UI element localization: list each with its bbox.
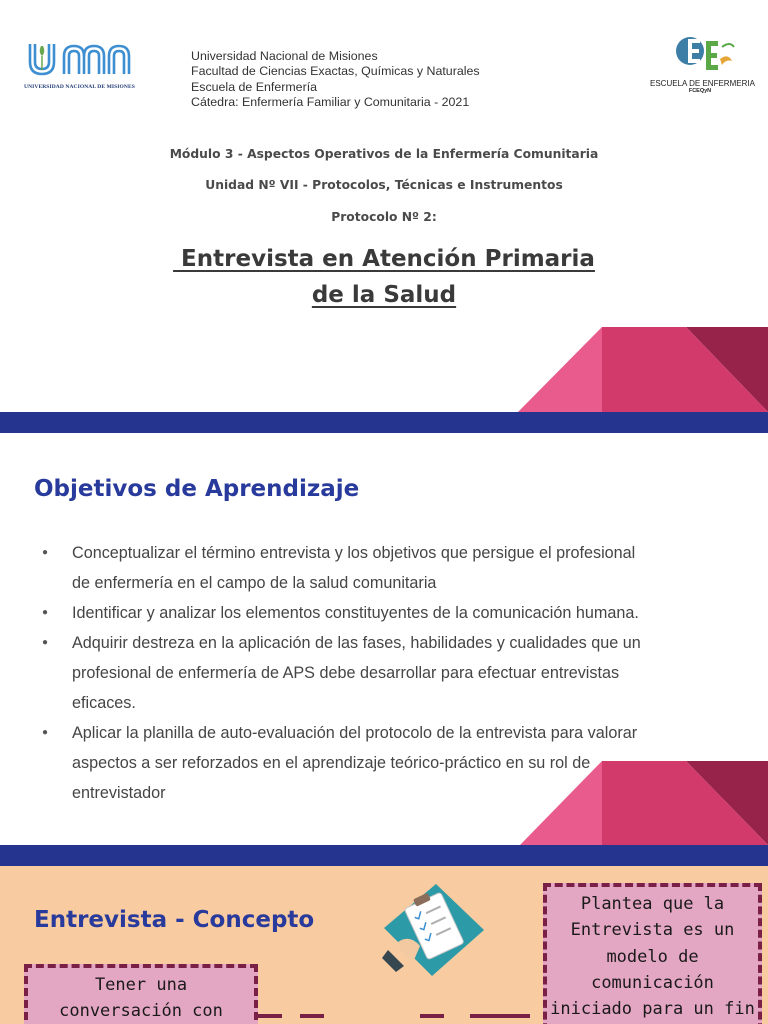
objective-text-line: eficaces. [72, 694, 136, 712]
dashed-connector [470, 1014, 530, 1018]
objective-text-line: ● Adquirir destreza en la aplicación de las fases, habilidades y cualidades que un [72, 634, 641, 652]
objective-item [42, 598, 742, 628]
objective-text-line: profesional de enfermería de APS debe desarrollar para efectuar entrevistas [72, 664, 620, 682]
concept-card-text: conversación con [59, 1001, 223, 1021]
objectives-title: Objetivos de Aprendizaje [34, 476, 360, 502]
page-title-line-2: de la Salud [311, 282, 457, 308]
concept-card-text: comunicación [591, 972, 714, 993]
corner-triangles-decoration [520, 761, 768, 845]
nursing-school-logo-caption: ESCUELA DE ENFERMERIA [650, 79, 755, 88]
objective-item [42, 628, 742, 718]
slide-concept [0, 866, 768, 1024]
concept-card-text: Entrevista es un [570, 920, 735, 941]
institution-header [191, 49, 480, 110]
corner-triangles-decoration [518, 327, 768, 412]
page-title [0, 241, 768, 313]
blue-footer-band [0, 845, 768, 866]
objective-text-line: aspectos a ser reforzados en el aprendizaje teórico-práctico en su rol de [72, 754, 591, 772]
concept-card-text: Tener una [94, 975, 188, 995]
institution-school: Escuela de Enfermería [191, 79, 318, 94]
objective-text-line: ● Aplicar la planilla de auto-evaluación del protocolo de la entrevista para valorar [72, 724, 638, 742]
objective-text-line: de enfermería en el campo de la salud comunitaria [72, 574, 437, 592]
module-heading: Módulo 3 - Aspectos Operativos de la Enfermería Comunitaria [169, 147, 599, 161]
concept-card-text: modelo de [606, 946, 699, 967]
slide-objectives [0, 433, 768, 846]
protocol-heading: Protocolo Nº 2: [331, 210, 437, 224]
institution-faculty: Facultad de Ciencias Exactas, Químicas y Naturales [191, 64, 480, 79]
concept-card-left [24, 964, 258, 1024]
unit-heading: Unidad Nº VII - Protocolos, Técnicas e Instrumentos [205, 178, 563, 192]
dashed-connector [420, 1014, 444, 1018]
objective-item [42, 538, 742, 598]
objective-text-line: entrevistador [72, 784, 166, 802]
objective-text-line: ● Identificar y analizar los elementos constituyentes de la comunicación humana. [72, 604, 639, 622]
institution-university: Universidad Nacional de Misiones [191, 49, 378, 63]
dashed-connector [300, 1014, 324, 1018]
concept-card-right [543, 883, 762, 1024]
blue-footer-band [0, 412, 768, 433]
unam-logo-caption: UNIVERSIDAD NACIONAL DE MISIONES [24, 84, 135, 90]
nursing-school-logo-subcaption: FCEQyN [688, 88, 712, 94]
concept-card-text: iniciado para un fin [550, 999, 755, 1020]
concept-card-text: Plantea que la [580, 894, 725, 914]
clipboard-icon [380, 880, 490, 980]
dashed-connector [258, 1014, 282, 1018]
concept-title: Entrevista - Concepto [34, 907, 315, 933]
objective-text-line: ● Conceptualizar el término entrevista y los objetivos que persigue el profesional [72, 544, 636, 562]
institution-chair: Cátedra: Enfermería Familiar y Comunitaria - 2021 [191, 94, 470, 109]
page-title-line-1: Entrevista en Atención Primaria [173, 246, 595, 272]
slide-cover [0, 0, 768, 433]
